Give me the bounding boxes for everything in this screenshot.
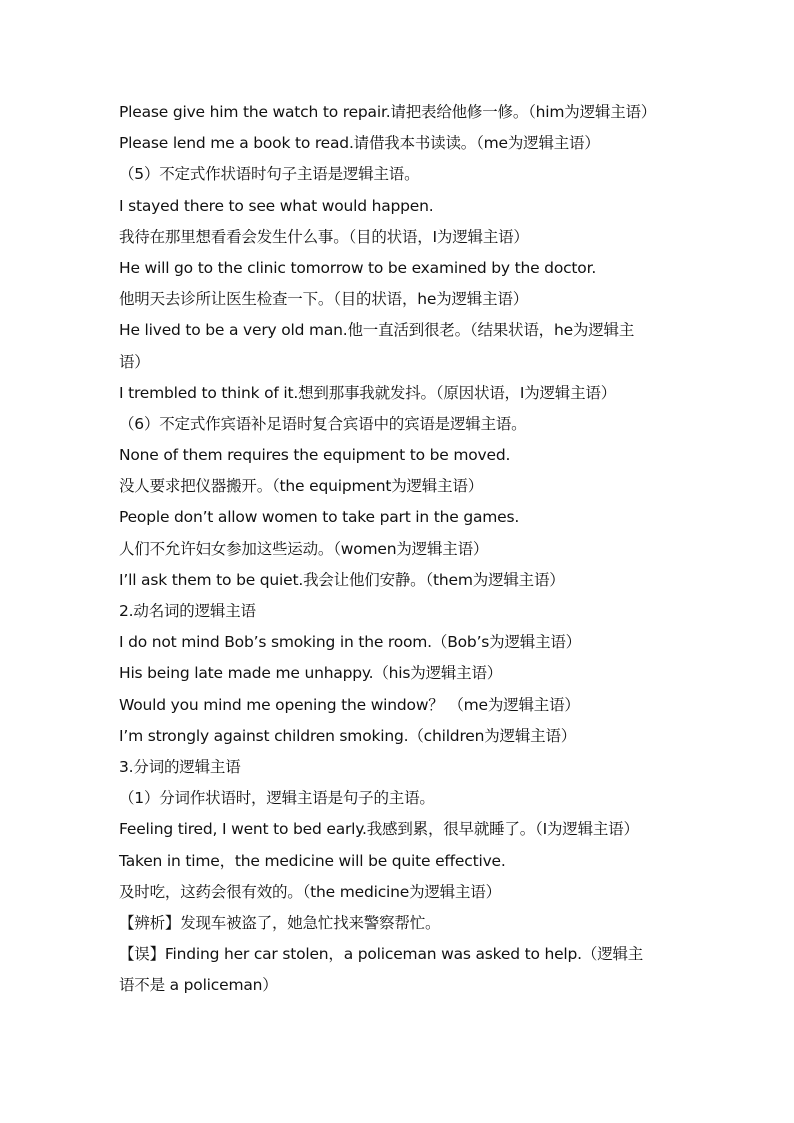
text-line: He lived to be a very old man.他一直活到很老。（结果状语，he为逻辑主 [119,321,635,340]
text-line: I stayed there to see what would happen. [119,196,434,215]
section-heading: （5）不定式作状语时句子主语是逻辑主语。 [119,165,420,184]
text-line: Feeling tired, I went to bed early.我感到累，很早就睡了。（I为逻辑主语） [119,820,639,839]
text-line: I trembled to think of it.想到那事我就发抖。（原因状语，I为逻辑主语） [119,383,617,402]
text-line: Please give him the watch to repair.请把表给他修一修。（him为逻辑主语） [119,103,657,121]
section-heading: 3.分词的逻辑主语 [119,757,241,776]
section-heading: （1）分词作状语时，逻辑主语是句子的主语。 [119,789,435,808]
text-line: Please lend me a book to read.请借我本书读读。（me为逻辑主语） [119,134,600,153]
text-line: 【误】Finding her car stolen，a policeman was asked to help.（逻辑主 [119,945,644,964]
text-line: 我待在那里想看看会发生什么事。（目的状语，I为逻辑主语） [119,227,529,246]
text-line: 人们不允许妇女参加这些运动。（women为逻辑主语） [119,539,489,558]
text-line: He will go to the clinic tomorrow to be examined by the doctor. [119,258,597,277]
text-line: None of them requires the equipment to be moved. [119,446,511,465]
text-line: I do not mind Bob’s smoking in the room.（Bob’s为逻辑主语） [119,633,581,652]
text-line: 语） [119,352,150,371]
text-line: 语不是 a policeman） [119,976,278,995]
text-line: 他明天去诊所让医生检查一下。（目的状语，he为逻辑主语） [119,290,529,309]
section-heading: （6）不定式作宾语补足语时复合宾语中的宾语是逻辑主语。 [119,414,527,433]
text-line: His being late made me unhappy.（his为逻辑主语） [119,664,503,683]
text-line: People don’t allow women to take part in the games. [119,508,520,527]
text-line: I’ll ask them to be quiet.我会让他们安静。（them为逻辑主语） [119,570,565,589]
text-line: 没人要求把仪器搬开。（the equipment为逻辑主语） [119,477,483,496]
text-line: I’m strongly against children smoking.（children为逻辑主语） [119,726,577,745]
text-line: Would you mind me opening the window？ （me为逻辑主语） [119,695,580,714]
text-line: 及时吃，这药会很有效的。（the medicine为逻辑主语） [119,882,501,901]
text-line: Taken in time，the medicine will be quite effective. [119,851,506,870]
section-heading: 2.动名词的逻辑主语 [119,602,256,620]
document-body [119,97,689,1001]
text-line: 【辨析】发现车被盗了，她急忙找来警察帮忙。 [119,913,441,932]
